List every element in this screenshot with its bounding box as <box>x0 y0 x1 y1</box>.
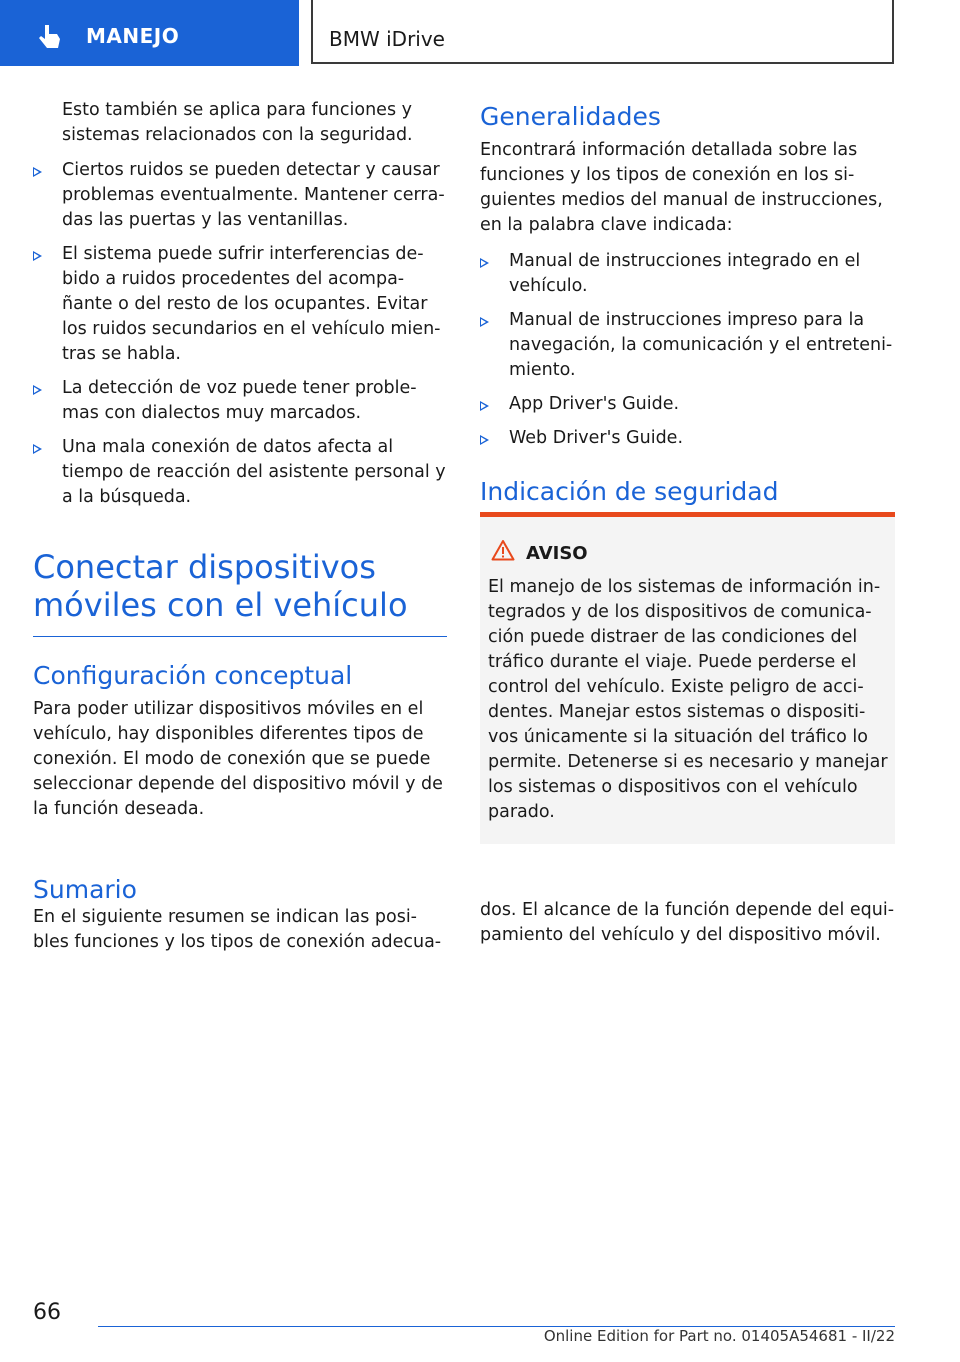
edition-note: Online Edition for Part no. 01405A54681 - II/22 <box>543 1327 895 1345</box>
safety-heading: Indicación de seguridad <box>480 477 779 506</box>
bullet-triangle-icon <box>33 167 42 177</box>
chapter-title: BMW iDrive <box>329 27 445 51</box>
general-paragraph: Encontrará información detallada sobre las funciones y los tipos de conexión en los si- guientes medios del manual de instrucciones, en la palabra clave indicada: <box>480 140 883 235</box>
manuals-list <box>480 249 895 451</box>
summary-continued-paragraph: dos. El alcance de la función depende del equi- pamiento del vehículo y del dispositivo móvil. <box>480 900 895 945</box>
list-item: El sistema puede sufrir interferencias de- bido a ruidos procedentes del acompa- ñante o del resto de los ocupantes. Evitar los ruidos secundarios en el vehículo mien- tras se habla. <box>33 242 447 367</box>
bullet-triangle-icon <box>33 251 42 261</box>
list-item: Ciertos ruidos se pueden detectar y causar problemas eventualmente. Mantener cerra- das las puertas y las ventanillas. <box>33 158 447 233</box>
bullet-triangle-icon <box>480 258 489 268</box>
bullet-triangle-icon <box>33 444 42 454</box>
concept-paragraph: Para poder utilizar dispositivos móviles en el vehículo, hay disponibles diferentes tipos de conexión. El modo de conexión que se puede seleccionar depende del dispositivo móvil y de la función deseada. <box>33 699 443 819</box>
concept-heading: Configuración conceptual <box>33 661 353 690</box>
general-heading: Generalidades <box>480 102 661 131</box>
bullet-triangle-icon <box>480 401 489 411</box>
main-heading: Conectar dispositivos móviles con el vehículo <box>33 548 408 624</box>
list-item: Manual de instrucciones impreso para la navegación, la comunicación y el entreteni- miento. <box>480 308 895 383</box>
left-column <box>33 98 447 955</box>
continued-paragraph: Esto también se aplica para funciones y sistemas relacionados con la seguridad. <box>62 100 413 145</box>
warning-triangle-icon <box>491 539 515 561</box>
summary-heading: Sumario <box>33 875 137 904</box>
section-tab <box>0 0 299 66</box>
section-label: MANEJO <box>86 24 180 48</box>
right-column <box>480 98 895 507</box>
list-item: Manual de instrucciones integrado en el vehículo. <box>480 249 895 299</box>
heading-divider <box>33 636 447 637</box>
hand-pointer-icon <box>36 22 66 52</box>
list-item: Una mala conexión de datos afecta al tiempo de reacción del asistente personal y a la búsqueda. <box>33 435 447 510</box>
warning-box <box>480 512 895 844</box>
bullet-triangle-icon <box>480 317 489 327</box>
chapter-header <box>311 0 894 64</box>
voice-notes-list <box>33 158 447 510</box>
warning-label: AVISO <box>526 543 588 564</box>
list-item: Web Driver's Guide. <box>480 426 895 451</box>
bullet-triangle-icon <box>480 435 489 445</box>
page-number: 66 <box>33 1300 61 1325</box>
bullet-triangle-icon <box>33 385 42 395</box>
warning-text: El manejo de los sistemas de información in- tegrados y de los dispositivos de comunica- ción puede distraer de las condiciones del tráfico durante el viaje. Puede perderse el control del vehículo. Existe peligro de acci- dentes. Manejar estos sistemas o dispositi- vos únicamente si la situación del tráfico lo permite. Detenerse si es necesario y manejar los sistemas o dispositivos con el vehículo parado. <box>488 577 888 822</box>
list-item: La detección de voz puede tener proble- mas con dialectos muy marcados. <box>33 376 447 426</box>
summary-paragraph: En el siguiente resumen se indican las posi- bles funciones y los tipos de conexión adecua- <box>33 907 442 952</box>
list-item: App Driver's Guide. <box>480 392 895 417</box>
